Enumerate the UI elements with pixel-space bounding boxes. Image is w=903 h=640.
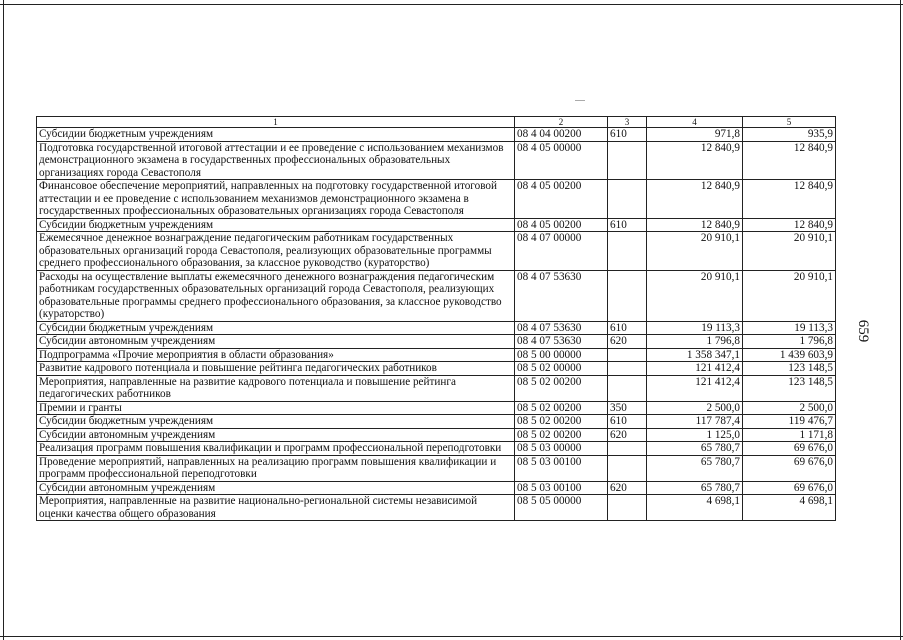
row-amount-year1-cell: 4 698,1 xyxy=(647,495,743,521)
row-name-cell: Подпрограмма «Прочие мероприятия в области образования» xyxy=(37,348,515,362)
row-expense-type-cell: 610 xyxy=(608,415,647,429)
row-code-cell: 08 4 05 00000 xyxy=(515,141,608,180)
row-amount-year2-cell: 935,9 xyxy=(743,128,836,142)
row-code-cell: 08 4 04 00200 xyxy=(515,128,608,142)
row-amount-year1-cell: 1 358 347,1 xyxy=(647,348,743,362)
row-amount-year1-cell: 1 796,8 xyxy=(647,335,743,349)
row-code-cell: 08 4 07 00000 xyxy=(515,232,608,271)
row-code-cell: 08 5 02 00200 xyxy=(515,415,608,429)
row-amount-year1-cell: 121 412,4 xyxy=(647,375,743,401)
row-expense-type-cell: 620 xyxy=(608,481,647,495)
row-expense-type-cell: 350 xyxy=(608,401,647,415)
row-expense-type-cell: 620 xyxy=(608,428,647,442)
row-expense-type-cell xyxy=(608,442,647,456)
table-row xyxy=(37,495,836,521)
row-name-cell: Премии и гранты xyxy=(37,401,515,415)
table-row xyxy=(37,128,836,142)
table-header-row xyxy=(37,117,836,128)
table-row xyxy=(37,270,836,321)
row-amount-year1-cell: 12 840,9 xyxy=(647,141,743,180)
row-expense-type-cell xyxy=(608,362,647,376)
row-expense-type-cell xyxy=(608,495,647,521)
row-name-cell: Расходы на осуществление выплаты ежемесячного денежного вознаграждения педагогическим работникам государственных образовательных организаций города Севастополя, реализующих образовательные программы среднего профессионального образования, за классное руководство (кураторство) xyxy=(37,270,515,321)
table-row xyxy=(37,232,836,271)
row-name-cell: Субсидии автономным учреждениям xyxy=(37,481,515,495)
table-row xyxy=(37,375,836,401)
row-code-cell: 08 4 05 00200 xyxy=(515,180,608,219)
row-amount-year2-cell: 19 113,3 xyxy=(743,321,836,335)
table-row xyxy=(37,428,836,442)
row-amount-year1-cell: 19 113,3 xyxy=(647,321,743,335)
row-amount-year2-cell: 12 840,9 xyxy=(743,141,836,180)
row-amount-year1-cell: 65 780,7 xyxy=(647,455,743,481)
scan-border-right xyxy=(900,0,901,640)
table-row xyxy=(37,335,836,349)
row-expense-type-cell: 610 xyxy=(608,218,647,232)
row-code-cell: 08 4 07 53630 xyxy=(515,335,608,349)
row-amount-year2-cell: 69 676,0 xyxy=(743,442,836,456)
row-amount-year2-cell: 4 698,1 xyxy=(743,495,836,521)
row-expense-type-cell xyxy=(608,348,647,362)
row-expense-type-cell: 620 xyxy=(608,335,647,349)
row-amount-year2-cell: 1 796,8 xyxy=(743,335,836,349)
table-body xyxy=(37,128,836,521)
row-expense-type-cell xyxy=(608,232,647,271)
row-code-cell: 08 4 07 53630 xyxy=(515,321,608,335)
table-row xyxy=(37,401,836,415)
table-row xyxy=(37,455,836,481)
row-amount-year1-cell: 12 840,9 xyxy=(647,180,743,219)
table-row xyxy=(37,348,836,362)
row-amount-year1-cell: 971,8 xyxy=(647,128,743,142)
row-code-cell: 08 5 03 00100 xyxy=(515,481,608,495)
row-amount-year2-cell: 20 910,1 xyxy=(743,232,836,271)
row-code-cell: 08 5 00 00000 xyxy=(515,348,608,362)
row-amount-year2-cell: 119 476,7 xyxy=(743,415,836,429)
table-row xyxy=(37,218,836,232)
row-code-cell: 08 5 03 00100 xyxy=(515,455,608,481)
row-code-cell: 08 5 02 00200 xyxy=(515,401,608,415)
scan-border-bottom xyxy=(0,636,903,637)
row-code-cell: 08 5 03 00000 xyxy=(515,442,608,456)
row-amount-year2-cell: 20 910,1 xyxy=(743,270,836,321)
column-header: 4 xyxy=(647,117,743,128)
row-code-cell: 08 5 05 00000 xyxy=(515,495,608,521)
column-header: 2 xyxy=(515,117,608,128)
scan-mark xyxy=(575,100,585,101)
column-header: 1 xyxy=(37,117,515,128)
row-amount-year1-cell: 12 840,9 xyxy=(647,218,743,232)
table-row xyxy=(37,362,836,376)
row-name-cell: Мероприятия, направленные на развитие кадрового потенциала и повышение рейтинга педагогических работников xyxy=(37,375,515,401)
row-name-cell: Проведение мероприятий, направленных на реализацию программ повышения квалификации и программ профессиональной переподготовки xyxy=(37,455,515,481)
row-amount-year1-cell: 121 412,4 xyxy=(647,362,743,376)
table-row xyxy=(37,141,836,180)
row-amount-year2-cell: 123 148,5 xyxy=(743,362,836,376)
row-amount-year2-cell: 2 500,0 xyxy=(743,401,836,415)
row-amount-year1-cell: 65 780,7 xyxy=(647,481,743,495)
row-name-cell: Мероприятия, направленные на развитие национально-региональной системы независимой оценки качества общего образования xyxy=(37,495,515,521)
row-name-cell: Субсидии бюджетным учреждениям xyxy=(37,218,515,232)
row-name-cell: Субсидии бюджетным учреждениям xyxy=(37,128,515,142)
row-name-cell: Субсидии бюджетным учреждениям xyxy=(37,321,515,335)
row-amount-year1-cell: 2 500,0 xyxy=(647,401,743,415)
scan-border-top xyxy=(0,4,903,5)
row-expense-type-cell xyxy=(608,375,647,401)
table-row xyxy=(37,442,836,456)
row-amount-year2-cell: 69 676,0 xyxy=(743,481,836,495)
row-amount-year2-cell: 12 840,9 xyxy=(743,180,836,219)
row-expense-type-cell: 610 xyxy=(608,321,647,335)
row-name-cell: Подготовка государственной итоговой аттестации и ее проведение с использованием механизмов демонстрационного экзамена в государственных профессиональных образовательных организациях города Севастополя xyxy=(37,141,515,180)
row-name-cell: Субсидии автономным учреждениям xyxy=(37,335,515,349)
row-code-cell: 08 5 02 00200 xyxy=(515,375,608,401)
table-row xyxy=(37,481,836,495)
row-amount-year2-cell: 12 840,9 xyxy=(743,218,836,232)
row-code-cell: 08 5 02 00000 xyxy=(515,362,608,376)
budget-table xyxy=(36,116,836,521)
row-name-cell: Ежемесячное денежное вознаграждение педагогическим работникам государственных образовательных организаций города Севастополя, реализующих образовательные программы среднего профессионального образования, за классное руководство (кураторство) xyxy=(37,232,515,271)
row-amount-year1-cell: 117 787,4 xyxy=(647,415,743,429)
row-amount-year2-cell: 69 676,0 xyxy=(743,455,836,481)
row-code-cell: 08 4 05 00200 xyxy=(515,218,608,232)
row-amount-year1-cell: 65 780,7 xyxy=(647,442,743,456)
table-row xyxy=(37,321,836,335)
column-header: 3 xyxy=(608,117,647,128)
row-amount-year1-cell: 1 125,0 xyxy=(647,428,743,442)
row-name-cell: Финансовое обеспечение мероприятий, направленных на подготовку государственной итоговой аттестации и ее проведение с использованием механизмов демонстрационного экзамена в государственных профессиональных образовательных организациях города Севастополя xyxy=(37,180,515,219)
row-expense-type-cell: 610 xyxy=(608,128,647,142)
row-expense-type-cell xyxy=(608,270,647,321)
row-code-cell: 08 4 07 53630 xyxy=(515,270,608,321)
table-row xyxy=(37,415,836,429)
column-header: 5 xyxy=(743,117,836,128)
scan-border-left xyxy=(3,0,4,640)
row-code-cell: 08 5 02 00200 xyxy=(515,428,608,442)
row-name-cell: Развитие кадрового потенциала и повышение рейтинга педагогических работников xyxy=(37,362,515,376)
row-name-cell: Реализация программ повышения квалификации и программ профессиональной переподготовки xyxy=(37,442,515,456)
page-number: 659 xyxy=(855,319,871,343)
row-amount-year2-cell: 123 148,5 xyxy=(743,375,836,401)
row-expense-type-cell xyxy=(608,455,647,481)
row-amount-year1-cell: 20 910,1 xyxy=(647,270,743,321)
table-row xyxy=(37,180,836,219)
row-expense-type-cell xyxy=(608,180,647,219)
row-amount-year2-cell: 1 171,8 xyxy=(743,428,836,442)
row-amount-year2-cell: 1 439 603,9 xyxy=(743,348,836,362)
row-expense-type-cell xyxy=(608,141,647,180)
row-name-cell: Субсидии бюджетным учреждениям xyxy=(37,415,515,429)
row-name-cell: Субсидии автономным учреждениям xyxy=(37,428,515,442)
row-amount-year1-cell: 20 910,1 xyxy=(647,232,743,271)
